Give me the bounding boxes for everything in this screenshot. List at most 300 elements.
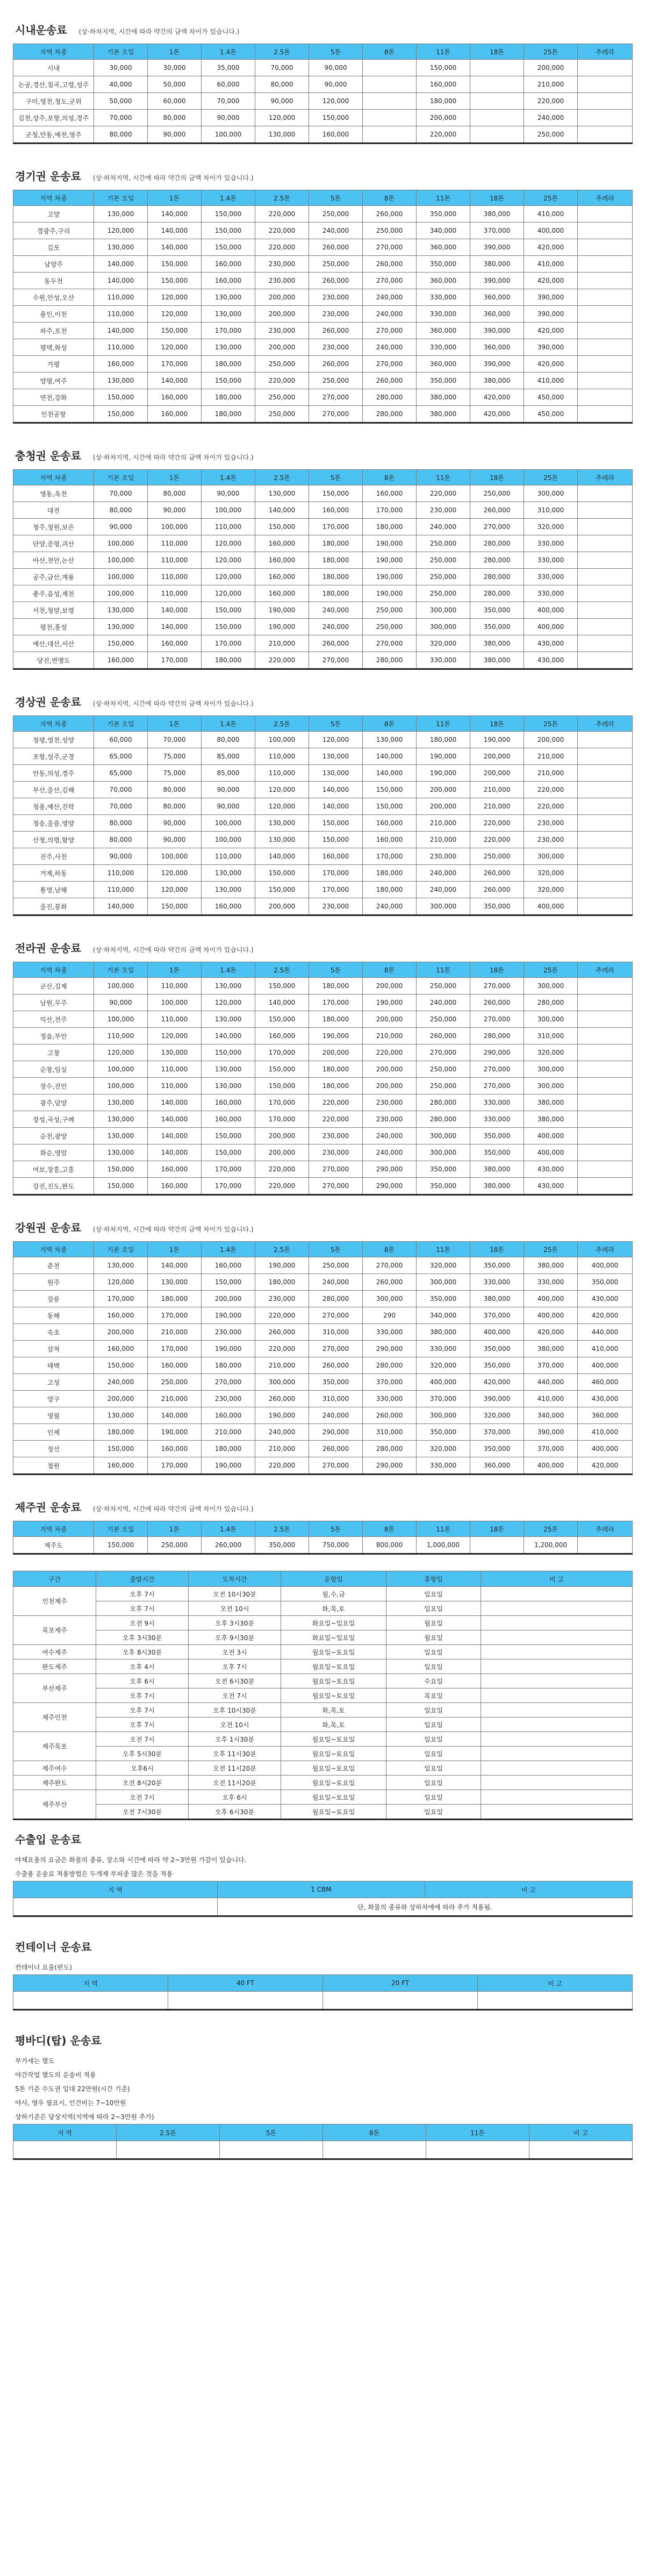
rate-cell — [578, 1161, 633, 1178]
rate-cell: 280,000 — [363, 389, 417, 406]
rate-cell: 200,000 — [94, 1324, 148, 1341]
rate-cell: 200,000 — [94, 1391, 148, 1407]
rate-cell: 400,000 — [524, 1307, 578, 1324]
rate-cell: 180,000 — [309, 1061, 363, 1078]
rate-cell: 370,000 — [524, 1357, 578, 1374]
rate-cell: 350,000 — [470, 1128, 524, 1144]
table-row — [13, 1374, 633, 1391]
rate-cell: 140,000 — [148, 223, 202, 239]
rate-cell: 180,000 — [94, 1424, 148, 1441]
rate-cell — [578, 306, 633, 323]
region-cell: 연천,강화 — [13, 389, 94, 406]
rate-cell: 250,000 — [417, 1061, 470, 1078]
table-row — [13, 1747, 633, 1761]
rate-cell: 120,000 — [148, 289, 202, 306]
rate-cell: 420,000 — [470, 1374, 524, 1391]
rate-cell — [578, 223, 633, 239]
rate-cell: 370,000 — [470, 1424, 524, 1441]
rate-cell — [578, 60, 633, 76]
column-header: 추레라 — [578, 1242, 633, 1257]
ferry-cell: 오후 11시30분 — [189, 1747, 281, 1761]
rate-cell: 280,000 — [363, 1357, 417, 1374]
rate-cell: 350,000 — [309, 1374, 363, 1391]
rate-cell: 220,000 — [470, 832, 524, 848]
rate-cell: 130,000 — [255, 815, 309, 832]
rate-cell: 110,000 — [255, 748, 309, 765]
rate-cell: 170,000 — [255, 1044, 309, 1061]
rate-cell: 170,000 — [202, 1161, 255, 1178]
ferry-cell: 오후 10시30분 — [189, 1703, 281, 1718]
rate-cell: 120,000 — [148, 1028, 202, 1044]
rate-cell: 400,000 — [417, 1374, 470, 1391]
rate-cell: 300,000 — [524, 848, 578, 865]
table-row — [13, 815, 633, 832]
region-cell: 남원,무주 — [13, 994, 94, 1011]
rate-cell: 130,000 — [94, 206, 148, 223]
rate-cell: 330,000 — [524, 1274, 578, 1291]
rate-header-row — [13, 716, 633, 732]
rate-cell — [363, 126, 417, 144]
table-row — [13, 339, 633, 356]
region-cell: 대전 — [13, 502, 94, 519]
rate-cell: 150,000 — [255, 978, 309, 994]
rate-cell — [578, 323, 633, 339]
rate-cell — [578, 1078, 633, 1094]
table-row — [13, 1616, 633, 1630]
rate-cell: 70,000 — [202, 93, 255, 110]
ferry-cell: 오후 6시30분 — [189, 1805, 281, 1820]
rate-cell: 200,000 — [524, 732, 578, 748]
rate-cell: 320,000 — [524, 519, 578, 535]
rate-cell: 240,000 — [94, 1374, 148, 1391]
rate-cell: 150,000 — [255, 882, 309, 898]
rate-cell: 110,000 — [94, 339, 148, 356]
rate-cell: 170,000 — [309, 882, 363, 898]
table-row — [13, 60, 633, 76]
rate-cell — [578, 93, 633, 110]
rate-cell: 1,000,000 — [417, 1537, 470, 1554]
rate-cell: 160,000 — [148, 389, 202, 406]
rate-cell: 90,000 — [202, 782, 255, 798]
flatbed-line-5: 상하기준은 당상지역(지역에 따라 2~3만원 추가) — [15, 2113, 154, 2121]
rate-cell: 270,000 — [417, 1044, 470, 1061]
rate-cell: 240,000 — [363, 289, 417, 306]
rate-cell: 390,000 — [524, 306, 578, 323]
rate-cell: 310,000 — [309, 1324, 363, 1341]
rate-cell: 290,000 — [363, 1178, 417, 1195]
column-header: 추레라 — [578, 190, 633, 206]
rate-cell: 110,000 — [94, 289, 148, 306]
rate-section-city — [13, 11, 632, 144]
ferry-cell: 오후 7시 — [96, 1688, 189, 1703]
export-cell-note: 단, 화물의 종류와 상하차에에 따라 추가 적용됨. — [218, 1898, 633, 1916]
column-header: 1.4톤 — [202, 44, 255, 60]
rate-cell: 250,000 — [363, 619, 417, 635]
page — [0, 11, 645, 2181]
rate-cell: 400,000 — [524, 1128, 578, 1144]
rate-cell: 380,000 — [470, 256, 524, 273]
rate-cell: 400,000 — [578, 1357, 633, 1374]
region-cell: 순천,광양 — [13, 1128, 94, 1144]
column-header: 2.5톤 — [255, 716, 309, 732]
ferry-cell: 오전 7시 — [96, 1790, 189, 1805]
ferry-cell: 오후 7시 — [189, 1659, 281, 1674]
rate-header-row — [13, 44, 633, 60]
table-row — [13, 552, 633, 569]
table-row — [13, 1011, 633, 1028]
rate-cell — [363, 110, 417, 126]
rate-cell: 350,000 — [470, 1441, 524, 1457]
rate-cell: 330,000 — [363, 1324, 417, 1341]
column-header: 8톤 — [363, 1521, 417, 1537]
flatbed-cell — [220, 2141, 323, 2159]
rate-cell: 350,000 — [417, 1161, 470, 1178]
rate-cell: 160,000 — [202, 273, 255, 289]
ferry-cell: 월요일~토요일 — [281, 1776, 386, 1790]
rate-cell — [578, 619, 633, 635]
column-header: 지역 차종 — [13, 470, 94, 485]
flatbed-header-11t: 11톤 — [426, 2124, 529, 2141]
rate-cell: 230,000 — [363, 1094, 417, 1111]
rate-cell: 100,000 — [148, 519, 202, 535]
section-title: 전라권 운송료 — [15, 942, 81, 955]
rate-cell: 220,000 — [417, 126, 470, 144]
rate-cell: 420,000 — [578, 1457, 633, 1475]
rate-cell: 240,000 — [309, 1407, 363, 1424]
ferry-cell: 월요일~토요일 — [281, 1659, 386, 1674]
ferry-route-cell: 목포제주 — [13, 1616, 96, 1645]
column-header: 1톤 — [148, 962, 202, 978]
rate-cell: 230,000 — [309, 289, 363, 306]
column-header: 추레라 — [578, 44, 633, 60]
rate-cell: 220,000 — [255, 1341, 309, 1357]
rate-header-row — [13, 190, 633, 206]
rate-cell: 140,000 — [148, 619, 202, 635]
ferry-column-header: 출발시간 — [96, 1571, 189, 1587]
rate-cell: 220,000 — [417, 485, 470, 502]
table-row — [13, 1790, 633, 1805]
rate-cell: 90,000 — [148, 502, 202, 519]
rate-cell: 250,000 — [417, 1011, 470, 1028]
rate-cell: 150,000 — [363, 798, 417, 815]
rate-cell: 150,000 — [94, 406, 148, 423]
column-header: 11톤 — [417, 470, 470, 485]
column-header: 8톤 — [363, 44, 417, 60]
column-header: 지역 차종 — [13, 1521, 94, 1537]
rate-cell: 240,000 — [417, 994, 470, 1011]
rate-cell: 170,000 — [363, 502, 417, 519]
rate-cell: 350,000 — [470, 1257, 524, 1274]
region-cell: 군산,김제 — [13, 978, 94, 994]
rate-cell — [578, 865, 633, 882]
rate-cell: 330,000 — [470, 1094, 524, 1111]
rate-cell: 140,000 — [148, 1094, 202, 1111]
column-header: 8톤 — [363, 190, 417, 206]
rate-cell: 420,000 — [524, 239, 578, 256]
rate-cell: 130,000 — [202, 882, 255, 898]
region-cell: 양평,여주 — [13, 373, 94, 389]
table-row — [13, 256, 633, 273]
rate-cell: 230,000 — [255, 323, 309, 339]
rate-cell: 240,000 — [255, 1424, 309, 1441]
rate-cell: 130,000 — [202, 289, 255, 306]
region-cell: 인제 — [13, 1424, 94, 1441]
column-header: 5톤 — [309, 190, 363, 206]
region-cell: 평택,화성 — [13, 339, 94, 356]
rate-cell: 380,000 — [417, 406, 470, 423]
rate-cell: 460,000 — [578, 1374, 633, 1391]
rate-cell: 150,000 — [148, 256, 202, 273]
rate-cell: 1,200,000 — [524, 1537, 578, 1554]
rate-cell: 110,000 — [148, 535, 202, 552]
rate-cell: 110,000 — [94, 1028, 148, 1044]
rate-cell: 100,000 — [202, 126, 255, 144]
rate-cell: 100,000 — [94, 1078, 148, 1094]
section-title: 시내운송료 — [15, 24, 67, 37]
region-cell: 파주,포천 — [13, 323, 94, 339]
rate-cell: 220,000 — [524, 798, 578, 815]
rate-cell — [578, 76, 633, 93]
rate-cell: 140,000 — [94, 273, 148, 289]
rate-cell: 320,000 — [524, 1044, 578, 1061]
rate-cell: 190,000 — [417, 748, 470, 765]
export-header-region: 지 역 — [13, 1881, 218, 1898]
rate-section-gyeongsang — [13, 683, 632, 916]
rate-cell: 200,000 — [309, 1044, 363, 1061]
column-header: 25톤 — [524, 44, 578, 60]
rate-cell — [578, 798, 633, 815]
rate-cell: 190,000 — [255, 1407, 309, 1424]
rate-cell: 90,000 — [94, 848, 148, 865]
rate-cell: 200,000 — [524, 60, 578, 76]
rate-cell: 130,000 — [202, 978, 255, 994]
column-header: 25톤 — [524, 190, 578, 206]
rate-cell: 370,000 — [470, 223, 524, 239]
rate-cell: 390,000 — [470, 273, 524, 289]
rate-cell: 390,000 — [524, 339, 578, 356]
rate-cell: 100,000 — [94, 1061, 148, 1078]
rate-cell: 140,000 — [148, 239, 202, 256]
column-header: 11톤 — [417, 1242, 470, 1257]
rate-cell: 280,000 — [417, 1094, 470, 1111]
table-row — [13, 519, 633, 535]
rate-cell: 250,000 — [363, 223, 417, 239]
table-row — [13, 1537, 633, 1554]
ferry-cell: 일요일 — [386, 1587, 481, 1601]
rate-cell: 150,000 — [309, 485, 363, 502]
column-header: 11톤 — [417, 44, 470, 60]
rate-cell: 230,000 — [417, 848, 470, 865]
ferry-cell: 오전 10시30분 — [189, 1587, 281, 1601]
ferry-cell — [481, 1630, 633, 1645]
rate-cell: 300,000 — [417, 898, 470, 915]
table-row — [13, 1718, 633, 1732]
rate-cell: 160,000 — [309, 126, 363, 144]
rate-cell: 90,000 — [148, 126, 202, 144]
rate-cell: 380,000 — [524, 1257, 578, 1274]
region-cell: 진주,사천 — [13, 848, 94, 865]
flatbed-line-2: 야간작업 별도의 운송비 적용 — [15, 2071, 96, 2079]
rate-cell: 360,000 — [578, 1407, 633, 1424]
rate-cell: 170,000 — [255, 1111, 309, 1128]
rate-cell: 260,000 — [470, 882, 524, 898]
rate-cell: 270,000 — [363, 356, 417, 373]
ferry-cell — [481, 1790, 633, 1805]
rate-cell: 230,000 — [417, 502, 470, 519]
column-header: 2.5톤 — [255, 962, 309, 978]
rate-cell: 380,000 — [470, 373, 524, 389]
rate-cell: 400,000 — [524, 898, 578, 915]
flatbed-cell — [323, 2141, 426, 2159]
ferry-route-cell: 제주부산 — [13, 1790, 96, 1820]
container-cell-note — [478, 1992, 633, 2010]
rate-cell — [578, 110, 633, 126]
rate-cell: 270,000 — [363, 1257, 417, 1274]
region-cell: 서천,청양,보령 — [13, 602, 94, 619]
column-header: 1톤 — [148, 1521, 202, 1537]
ferry-cell: 오후 9시30분 — [189, 1630, 281, 1645]
ferry-route-cell: 여수제주 — [13, 1645, 96, 1659]
rate-cell: 260,000 — [309, 356, 363, 373]
table-row — [13, 1805, 633, 1820]
rate-cell: 120,000 — [148, 339, 202, 356]
rate-cell: 210,000 — [470, 782, 524, 798]
rate-cell: 450,000 — [524, 406, 578, 423]
region-cell: 정선 — [13, 1441, 94, 1457]
rate-cell: 90,000 — [202, 110, 255, 126]
region-cell: 군청,안동,예천,영주 — [13, 126, 94, 144]
rate-cell — [578, 1128, 633, 1144]
region-cell: 시내 — [13, 60, 94, 76]
container-cell-40ft — [168, 1992, 323, 2010]
table-row — [13, 1645, 633, 1659]
rate-cell: 160,000 — [202, 1257, 255, 1274]
column-header: 기본 오일 — [94, 716, 148, 732]
ferry-column-header: 운항일 — [281, 1571, 386, 1587]
ferry-cell: 일요일 — [386, 1732, 481, 1747]
section-title: 경기권 운송료 — [15, 170, 81, 183]
column-header: 기본 오일 — [94, 190, 148, 206]
rate-cell: 110,000 — [148, 978, 202, 994]
table-row — [13, 389, 633, 406]
rate-cell: 270,000 — [363, 239, 417, 256]
rate-cell: 230,000 — [202, 1324, 255, 1341]
ferry-column-header: 구간 — [13, 1571, 96, 1587]
rate-cell: 230,000 — [309, 1128, 363, 1144]
table-row — [13, 1357, 633, 1374]
flatbed-header-region: 지 역 — [13, 2124, 117, 2141]
rate-cell — [578, 273, 633, 289]
rate-cell: 160,000 — [363, 485, 417, 502]
rate-cell: 140,000 — [309, 798, 363, 815]
ferry-cell: 월요일~토요일 — [281, 1761, 386, 1776]
region-cell: 당진,연맹도 — [13, 652, 94, 669]
flatbed-cell — [117, 2141, 220, 2159]
section-title: 제주권 운송료 — [15, 1501, 81, 1514]
column-header: 18톤 — [470, 716, 524, 732]
rate-cell: 90,000 — [94, 519, 148, 535]
rate-cell: 180,000 — [363, 865, 417, 882]
rate-cell: 260,000 — [309, 1441, 363, 1457]
rate-cell: 390,000 — [470, 1391, 524, 1407]
ferry-cell: 오전 7시30분 — [96, 1805, 189, 1820]
rate-cell: 350,000 — [470, 1341, 524, 1357]
table-row — [13, 1457, 633, 1475]
rate-table — [13, 715, 633, 916]
region-cell: 청평,영천,성양 — [13, 732, 94, 748]
rate-cell: 140,000 — [148, 602, 202, 619]
rate-cell: 160,000 — [309, 502, 363, 519]
rate-cell: 150,000 — [255, 1061, 309, 1078]
rate-cell: 210,000 — [470, 798, 524, 815]
rate-cell: 280,000 — [363, 652, 417, 669]
rate-cell: 300,000 — [417, 1274, 470, 1291]
table-row — [13, 76, 633, 93]
export-line-2: 수출용 운송료 적용방법은 두개재 부피중 많은 것을 적용 — [15, 1870, 173, 1878]
rate-cell: 90,000 — [255, 93, 309, 110]
rate-cell: 320,000 — [417, 1441, 470, 1457]
rate-cell: 130,000 — [94, 602, 148, 619]
rate-cell: 70,000 — [94, 782, 148, 798]
rate-cell: 310,000 — [363, 1424, 417, 1441]
rate-cell: 150,000 — [417, 60, 470, 76]
rate-table — [13, 190, 633, 424]
rate-cell: 140,000 — [363, 765, 417, 782]
rate-cell: 290,000 — [363, 1341, 417, 1357]
ferry-cell: 오전 11시20분 — [189, 1776, 281, 1790]
rate-cell: 210,000 — [524, 765, 578, 782]
ferry-cell: 월요일~토요일 — [281, 1732, 386, 1747]
table-row — [13, 1659, 633, 1674]
rate-cell: 70,000 — [94, 110, 148, 126]
table-row — [13, 865, 633, 882]
rate-cell: 140,000 — [94, 898, 148, 915]
column-header: 추레라 — [578, 1521, 633, 1537]
rate-cell: 140,000 — [255, 848, 309, 865]
section-title: 경상권 운송료 — [15, 696, 81, 709]
rate-header-row — [13, 962, 633, 978]
region-cell: 광주,담양 — [13, 1094, 94, 1111]
rate-cell: 330,000 — [524, 569, 578, 585]
ferry-cell — [481, 1674, 633, 1688]
rate-cell: 200,000 — [202, 1291, 255, 1307]
rate-cell: 130,000 — [202, 306, 255, 323]
region-cell: 포항,성주,군경 — [13, 748, 94, 765]
rate-cell: 180,000 — [202, 406, 255, 423]
rate-cell: 280,000 — [363, 406, 417, 423]
rate-cell: 330,000 — [470, 1111, 524, 1128]
rate-cell: 60,000 — [94, 732, 148, 748]
region-cell: 동해 — [13, 1307, 94, 1324]
region-cell: 부산,울산,김해 — [13, 782, 94, 798]
rate-cell: 330,000 — [470, 1274, 524, 1291]
rate-cell: 300,000 — [363, 1291, 417, 1307]
region-cell: 청용,예산,진락 — [13, 798, 94, 815]
table-row — [13, 1094, 633, 1111]
rate-cell — [578, 882, 633, 898]
rate-cell — [578, 1178, 633, 1195]
rate-cell: 100,000 — [94, 585, 148, 602]
section-note: (상·하차지역, 시간에 따라 약간의 금액 차이가 있습니다.) — [78, 28, 240, 35]
rate-cell — [578, 1011, 633, 1028]
rate-cell: 180,000 — [363, 882, 417, 898]
ferry-cell — [481, 1645, 633, 1659]
region-cell: 철원 — [13, 1457, 94, 1475]
rate-table — [13, 44, 633, 144]
ferry-cell: 오전 6시30분 — [189, 1674, 281, 1688]
column-header: 추레라 — [578, 716, 633, 732]
section-note: (상·하차지역, 시간에 따라 약간의 금액 차이가 있습니다.) — [92, 1505, 254, 1513]
